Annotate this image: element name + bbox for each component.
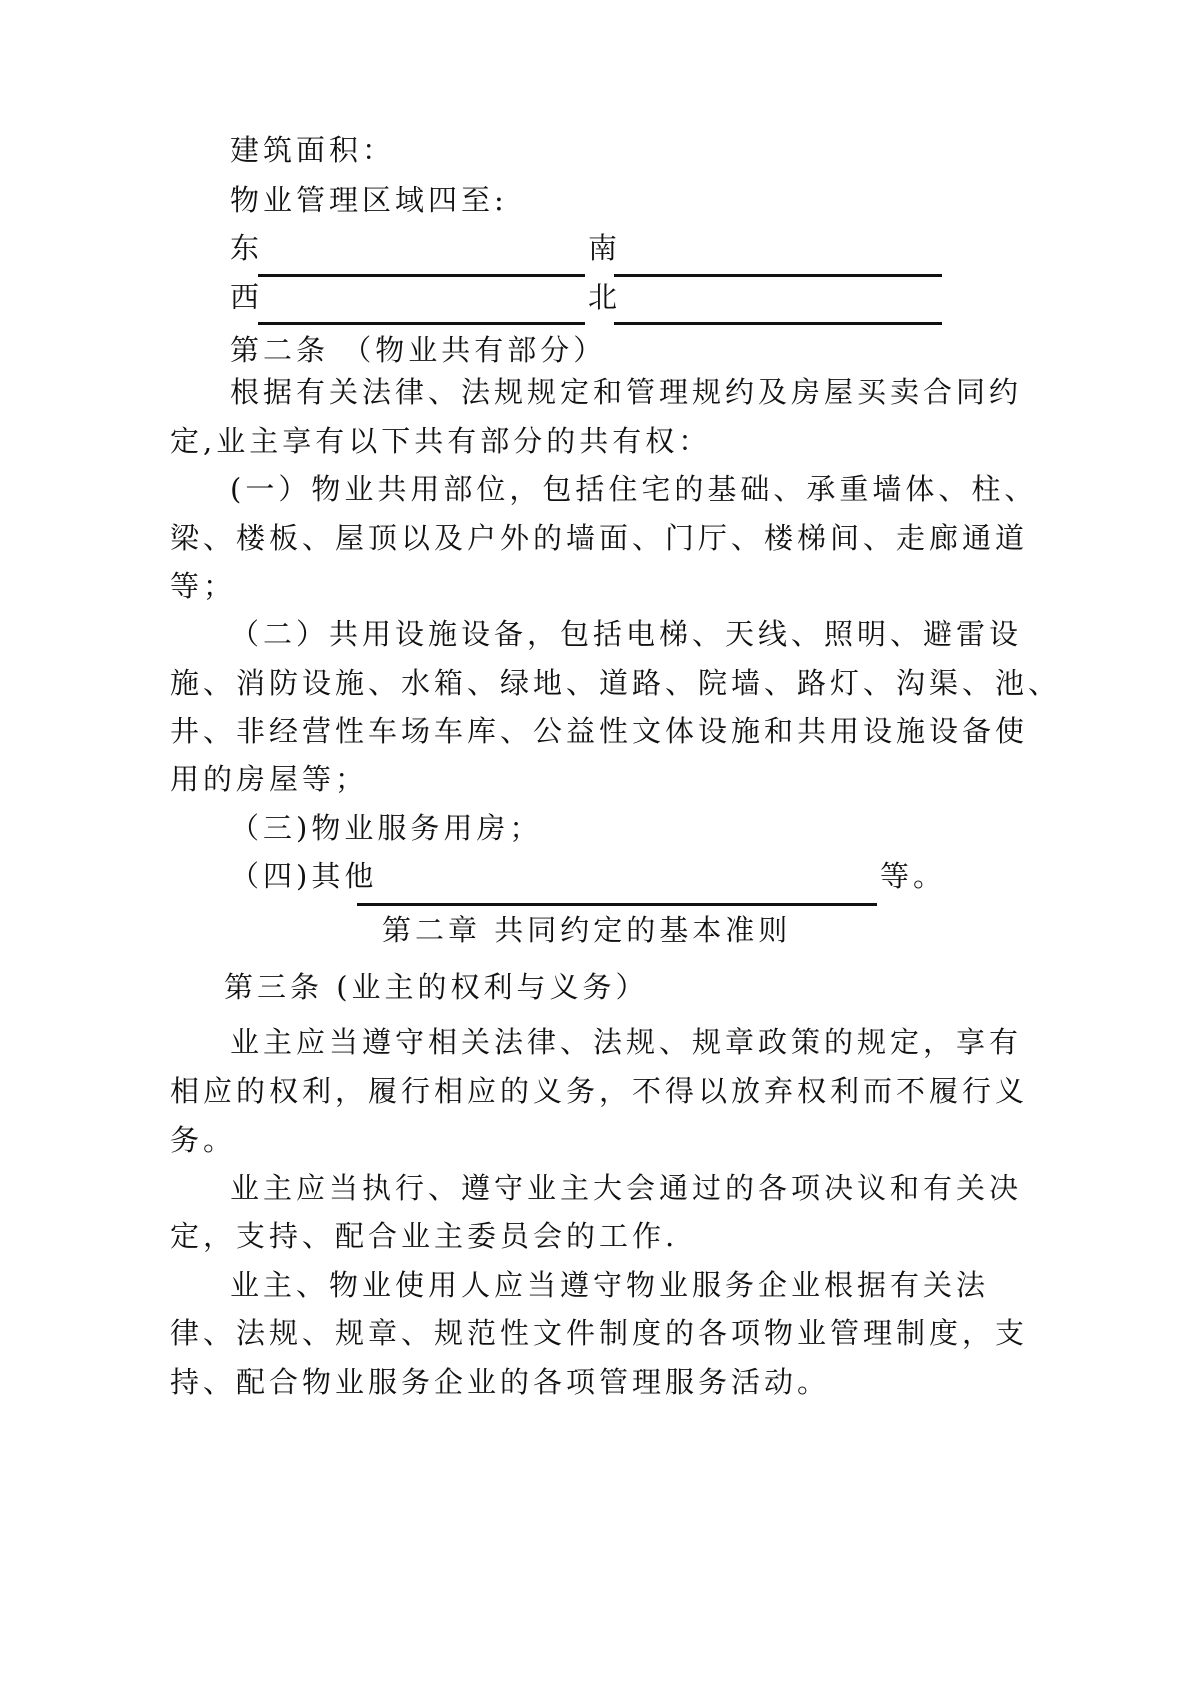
article-3-paragraph-line: 定，支持、配合业主委员会的工作. (170, 1219, 679, 1253)
west-field-underline (258, 322, 585, 325)
item-2-line: 井、非经营性车场车库、公益性文体设施和共用设施设备使 (170, 714, 1029, 748)
item-4-suffix: 等。 (880, 859, 947, 893)
item-2-line: 用的房屋等； (170, 762, 369, 796)
article-3-paragraph-line: 业主应当执行、遵守业主大会通过的各项决议和有关决 (230, 1171, 1023, 1205)
article-3-title: 第三条 (业主的权利与义务） (224, 970, 649, 1004)
item-4-blank-line (357, 903, 877, 906)
west-label: 西 (230, 280, 264, 314)
article-3-paragraph-line: 律、法规、规章、规范性文件制度的各项物业管理制度，支 (170, 1316, 1029, 1350)
article-3-paragraph-line: 业主、物业使用人应当遵守物业服务企业根据有关法 (230, 1268, 990, 1302)
article-3-paragraph-line: 务。 (170, 1123, 237, 1157)
chapter-2-heading: 第二章 共同约定的基本准则 (382, 913, 792, 947)
boundaries-label: 物业管理区域四至: (230, 183, 508, 217)
west-blank-line (258, 274, 585, 277)
article-3-paragraph-line: 业主应当遵守相关法律、法规、规章政策的规定，享有 (230, 1025, 1023, 1059)
article-2-paragraph-line: 根据有关法律、法规规定和管理规约及房屋买卖合同约 (230, 375, 1023, 409)
north-label: 北 (588, 280, 622, 314)
south-label: 南 (588, 231, 622, 265)
east-label: 东 (230, 231, 264, 265)
article-2-paragraph-line: 定,业主享有以下共有部分的共有权： (170, 424, 712, 458)
item-1-line: 梁、楼板、屋顶以及户外的墙面、门厅、楼梯间、走廊通道 (170, 521, 1029, 555)
north-field-underline (614, 322, 942, 325)
item-4-prefix: （四)其他 (230, 859, 378, 893)
item-2-line: （二）共用设施设备，包括电梯、天线、照明、避雷设 (230, 617, 1023, 651)
item-1-line: 等； (170, 569, 237, 603)
item-1-line: (一）物业共用部位，包括住宅的基础、承重墙体、柱、 (230, 472, 1038, 506)
item-3-line: （三)物业服务用房； (230, 811, 543, 845)
article-2-title: 第二条 （物业共有部分） (230, 333, 607, 367)
article-3-paragraph-line: 相应的权利，履行相应的义务，不得以放弃权利而不履行义 (170, 1074, 1029, 1108)
article-3-paragraph-line: 持、配合物业服务企业的各项管理服务活动。 (170, 1365, 831, 1399)
north-blank-line (614, 274, 942, 277)
item-2-line: 施、消防设施、水箱、绿地、道路、院墙、路灯、沟渠、池、 (170, 666, 1062, 700)
building-area-label: 建筑面积： (230, 133, 396, 167)
